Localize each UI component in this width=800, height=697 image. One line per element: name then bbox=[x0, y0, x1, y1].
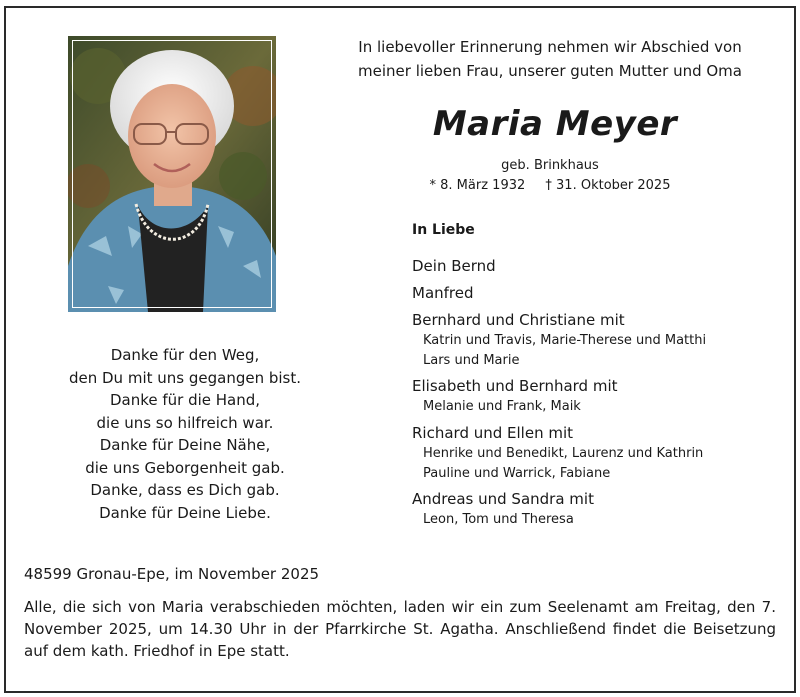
family-sub: Lars und Marie bbox=[423, 353, 520, 368]
family-main: Andreas und Sandra mit bbox=[412, 490, 594, 508]
life-dates bbox=[340, 178, 760, 193]
poem-line: Danke für Deine Nähe, bbox=[99, 436, 271, 454]
family-sub: Pauline und Warrick, Fabiane bbox=[423, 466, 611, 481]
intro-text bbox=[340, 35, 760, 83]
family-main: Bernhard und Christiane mit bbox=[412, 311, 625, 329]
family-sub: Henrike und Benedikt, Laurenz und Kathrin bbox=[423, 446, 704, 461]
poem-line: die uns so hilfreich war. bbox=[96, 413, 274, 432]
photo-inner-frame bbox=[72, 40, 272, 308]
poem-line: den Du mit uns gegangen bist. bbox=[68, 368, 302, 387]
death-date: † 31. Oktober 2025 bbox=[545, 178, 671, 193]
poem-line: die uns Geborgenheit gab. bbox=[85, 458, 285, 477]
in-liebe-heading: In Liebe bbox=[412, 222, 475, 238]
poem-line: Danke, dass es Dich gab. bbox=[90, 481, 280, 499]
poem bbox=[40, 344, 330, 524]
deceased-name: Maria Meyer bbox=[432, 104, 678, 144]
family-main: Manfred bbox=[412, 284, 474, 302]
poem-line: Danke für Deine Liebe. bbox=[99, 503, 271, 522]
place-date: 48599 Gronau-Epe, im November 2025 bbox=[24, 565, 320, 583]
intro-line: In liebevoller Erinnerung nehmen wir Abschied von bbox=[358, 38, 742, 56]
family-sub: Leon, Tom und Theresa bbox=[423, 512, 574, 527]
intro-line: meiner lieben Frau, unserer guten Mutter und Oma bbox=[358, 62, 742, 80]
poem-line: Danke für die Hand, bbox=[109, 391, 261, 409]
family-main: Richard und Ellen mit bbox=[412, 424, 574, 442]
family-sub: Katrin und Travis, Marie-Therese und Matthi bbox=[423, 333, 707, 348]
poem-line: Danke für den Weg, bbox=[110, 346, 260, 364]
family-sub: Melanie und Frank, Maik bbox=[423, 399, 581, 414]
family-main: Elisabeth und Bernhard mit bbox=[412, 377, 618, 395]
portrait-photo bbox=[68, 36, 276, 312]
birth-date: * 8. März 1932 bbox=[429, 178, 526, 193]
family-main: Dein Bernd bbox=[412, 257, 496, 275]
service-notice: Alle, die sich von Maria verabschieden möchten, laden wir ein zum Seelenamt am Freitag, den 7. November 2025, um 14.30 Uhr in der Pfarrkirche St. Agatha. Anschließend findet die Beisetzung auf dem kath. Friedhof in Epe statt. bbox=[24, 598, 776, 660]
birth-name: geb. Brinkhaus bbox=[501, 158, 599, 173]
